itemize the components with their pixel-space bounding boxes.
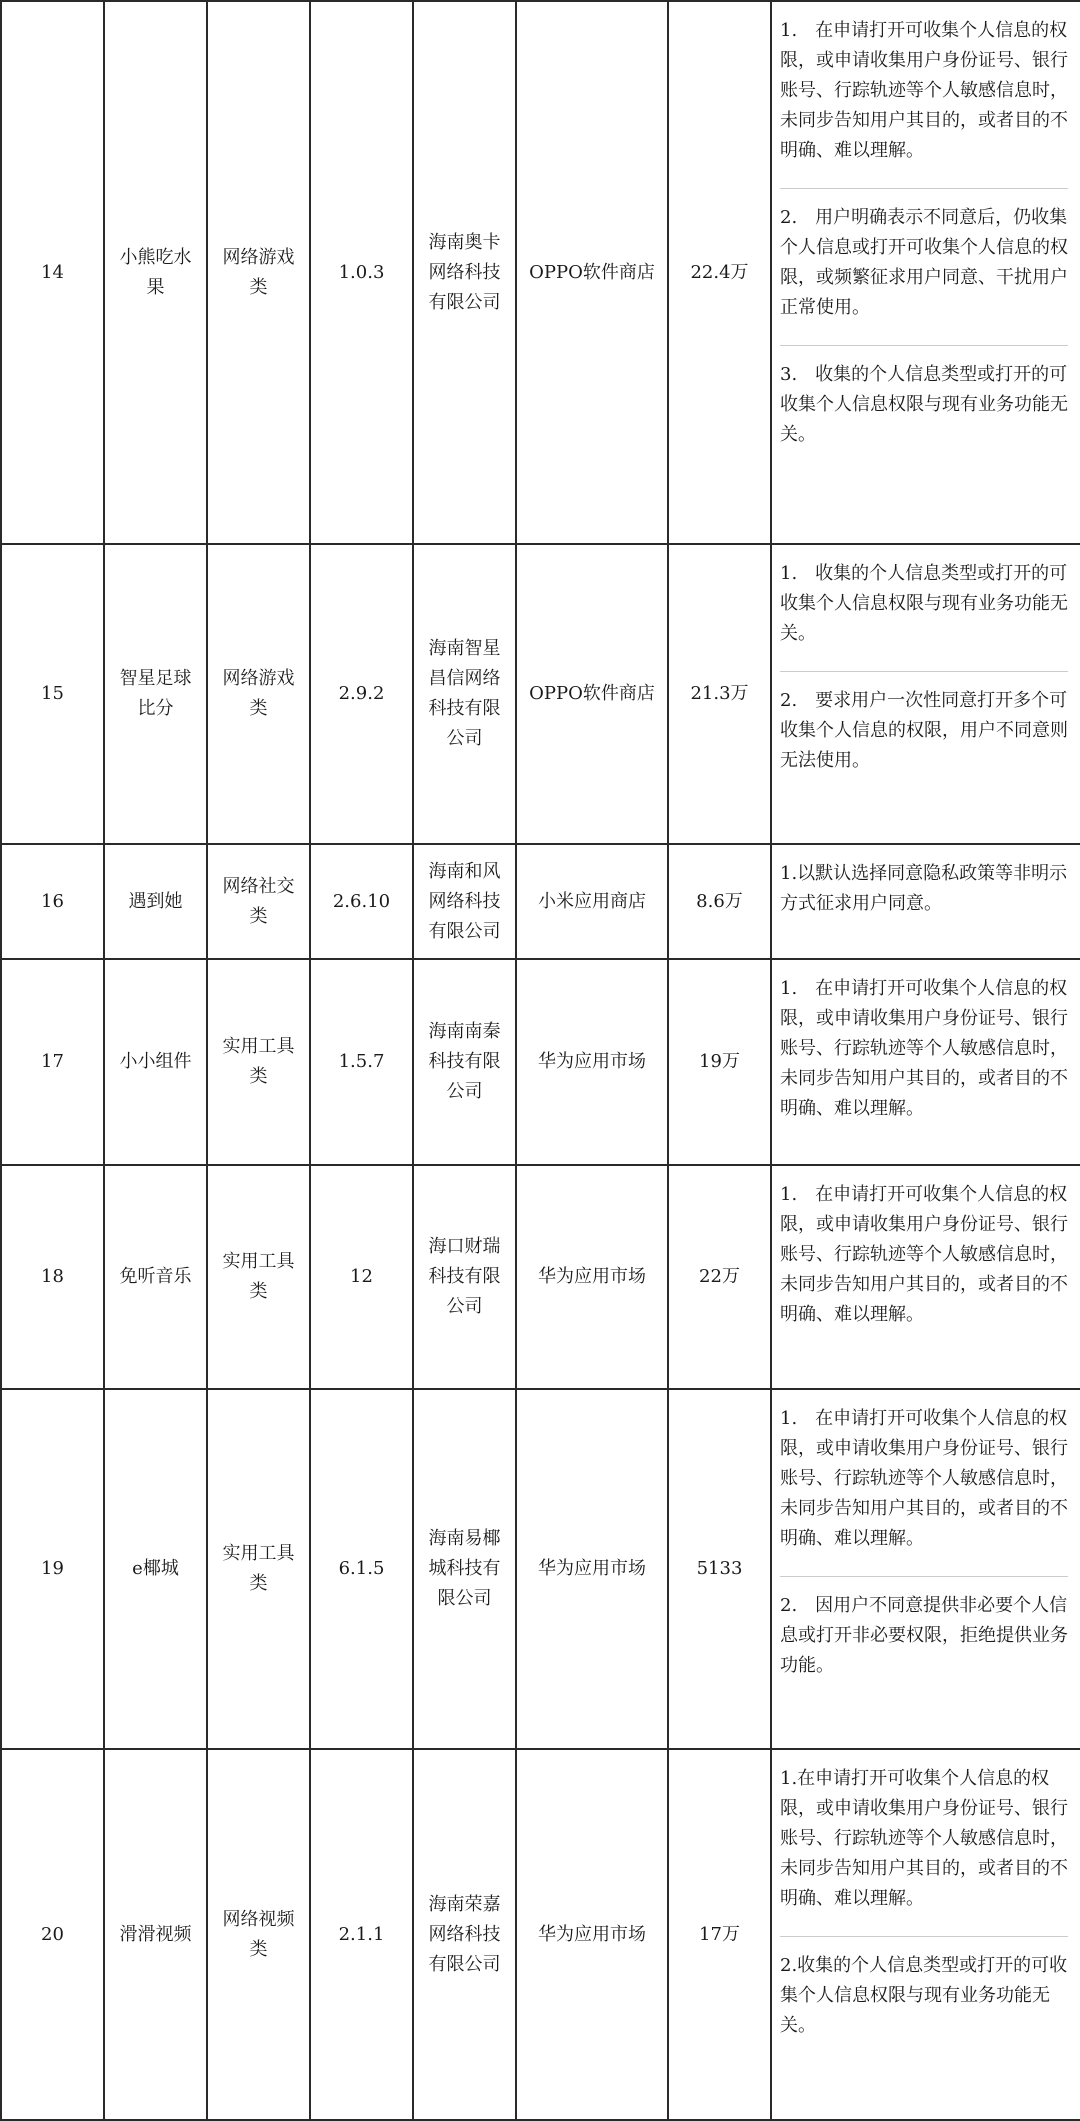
table-row <box>1 844 1080 959</box>
developer-company: 海南南秦科技有限公司 <box>428 1021 501 1102</box>
row-number-cell <box>1 1389 104 1749</box>
table-row <box>1 1165 1080 1389</box>
row-number-cell <box>1 1165 104 1389</box>
app-name: 遇到她 <box>128 890 183 912</box>
app-store-cell <box>516 1749 668 2120</box>
app-name-cell <box>104 844 207 959</box>
app-category-cell <box>207 1749 310 2120</box>
issue-item: 2. 因用户不同意提供非必要个人信息或打开非必要权限，拒绝提供业务功能。 <box>780 1595 1068 1676</box>
app-category: 实用工具类 <box>222 1251 295 1302</box>
app-store-cell <box>516 959 668 1165</box>
app-name-cell <box>104 544 207 844</box>
row-number: 20 <box>41 1923 64 1945</box>
row-number-cell <box>1 1 104 544</box>
developer-company: 海南奥卡网络科技有限公司 <box>428 231 501 313</box>
issues-cell <box>771 959 1080 1165</box>
app-category-cell <box>207 1165 310 1389</box>
app-category: 网络游戏类 <box>222 246 295 298</box>
app-store-cell <box>516 1 668 544</box>
developer-company-cell <box>413 959 516 1165</box>
developer-company: 海南和风网络科技有限公司 <box>428 860 501 942</box>
row-number-cell <box>1 1749 104 2120</box>
download-count-cell <box>668 1389 771 1749</box>
issue-item: 2.收集的个人信息类型或打开的可收集个人信息权限与现有业务功能无关。 <box>780 1955 1068 2036</box>
download-count-cell <box>668 959 771 1165</box>
app-store-cell <box>516 1165 668 1389</box>
app-store-cell <box>516 1389 668 1749</box>
row-number: 18 <box>41 1266 64 1287</box>
app-name-cell <box>104 1 207 544</box>
issues-cell <box>771 1389 1080 1749</box>
issue-item: 1. 在申请打开可收集个人信息的权限，或申请收集用户身份证号、银行账号、行踪轨迹等个人敏感信息时，未同步告知用户其目的，或者目的不明确、难以理解。 <box>780 1184 1068 1325</box>
app-store: OPPO软件商店 <box>529 261 655 283</box>
app-category: 实用工具类 <box>222 1036 295 1087</box>
download-count: 21.3万 <box>690 683 749 704</box>
developer-company: 海南易椰城科技有限公司 <box>428 1528 501 1609</box>
app-store: 华为应用市场 <box>538 1266 646 1287</box>
download-count-cell <box>668 1165 771 1389</box>
app-version: 2.1.1 <box>338 1923 385 1945</box>
row-number: 17 <box>41 1051 64 1072</box>
app-version-cell <box>310 844 413 959</box>
app-name-cell <box>104 1389 207 1749</box>
app-version: 1.0.3 <box>338 261 385 283</box>
app-name: 滑滑视频 <box>119 1923 192 1945</box>
download-count-cell <box>668 544 771 844</box>
app-category: 网络视频类 <box>222 1908 295 1960</box>
app-version-cell <box>310 1389 413 1749</box>
app-version: 12 <box>350 1266 373 1287</box>
developer-company: 海南智星昌信网络科技有限公司 <box>428 638 501 749</box>
row-number: 15 <box>41 683 64 704</box>
app-version: 2.9.2 <box>338 683 385 704</box>
app-store-cell <box>516 544 668 844</box>
app-name: 智星足球比分 <box>119 668 192 719</box>
app-category-cell <box>207 1389 310 1749</box>
app-category-cell <box>207 544 310 844</box>
developer-company-cell <box>413 1 516 544</box>
issue-item: 1.在申请打开可收集个人信息的权限，或申请收集用户身份证号、银行账号、行踪轨迹等个人敏感信息时，未同步告知用户其目的，或者目的不明确、难以理解。 <box>780 1750 1068 1937</box>
row-number-cell <box>1 959 104 1165</box>
issues-cell <box>771 1749 1080 2120</box>
table-row <box>1 544 1080 844</box>
app-store: 华为应用市场 <box>538 1558 646 1579</box>
issue-item: 2. 要求用户一次性同意打开多个可收集个人信息的权限，用户不同意则无法使用。 <box>780 690 1068 771</box>
issue-item: 1.以默认选择同意隐私政策等非明示方式征求用户同意。 <box>780 863 1068 914</box>
download-count: 5133 <box>696 1558 743 1579</box>
download-count-cell <box>668 844 771 959</box>
issue-item: 1. 收集的个人信息类型或打开的可收集个人信息权限与现有业务功能无关。 <box>780 545 1068 672</box>
issue-item: 1. 在申请打开可收集个人信息的权限，或申请收集用户身份证号、银行账号、行踪轨迹等个人敏感信息时，未同步告知用户其目的，或者目的不明确、难以理解。 <box>780 978 1068 1119</box>
app-store: 华为应用市场 <box>538 1051 646 1072</box>
app-store: 华为应用市场 <box>538 1923 646 1945</box>
developer-company-cell <box>413 844 516 959</box>
app-name: 小小组件 <box>119 1051 192 1072</box>
issue-item: 3. 收集的个人信息类型或打开的可收集个人信息权限与现有业务功能无关。 <box>780 364 1068 445</box>
issues-cell <box>771 1165 1080 1389</box>
app-store: OPPO软件商店 <box>529 683 655 704</box>
app-name-cell <box>104 1749 207 2120</box>
app-category: 网络游戏类 <box>222 668 295 719</box>
app-version-cell <box>310 544 413 844</box>
row-number-cell <box>1 544 104 844</box>
developer-company-cell <box>413 1165 516 1389</box>
app-category: 实用工具类 <box>222 1543 295 1594</box>
row-number-cell <box>1 844 104 959</box>
app-name: 小熊吃水果 <box>119 246 192 298</box>
app-category: 网络社交类 <box>222 875 295 927</box>
table-row <box>1 959 1080 1165</box>
table-row <box>1 1389 1080 1749</box>
app-category-cell <box>207 1 310 544</box>
issue-item: 2. 用户明确表示不同意后，仍收集个人信息或打开可收集个人信息的权限，或频繁征求用户同意、干扰用户正常使用。 <box>780 189 1068 346</box>
app-version-cell <box>310 1 413 544</box>
issue-item: 1. 在申请打开可收集个人信息的权限，或申请收集用户身份证号、银行账号、行踪轨迹等个人敏感信息时，未同步告知用户其目的，或者目的不明确、难以理解。 <box>780 1390 1068 1577</box>
app-store: 小米应用商店 <box>538 890 646 912</box>
developer-company: 海南荣嘉网络科技有限公司 <box>428 1893 501 1975</box>
app-category-cell <box>207 959 310 1165</box>
table-row <box>1 1749 1080 2120</box>
developer-company-cell <box>413 544 516 844</box>
download-count: 19万 <box>699 1051 740 1072</box>
app-name: 免听音乐 <box>119 1266 192 1287</box>
issues-cell <box>771 1 1080 544</box>
row-number: 19 <box>41 1558 64 1579</box>
developer-company: 海口财瑞科技有限公司 <box>428 1236 501 1317</box>
app-name: e椰城 <box>132 1558 179 1579</box>
app-name-cell <box>104 1165 207 1389</box>
app-category-cell <box>207 844 310 959</box>
developer-company-cell <box>413 1389 516 1749</box>
app-version-cell <box>310 959 413 1165</box>
issues-cell <box>771 844 1080 959</box>
row-number: 14 <box>41 261 64 283</box>
download-count: 8.6万 <box>696 890 743 912</box>
table-body <box>1 1 1080 2120</box>
download-count: 22万 <box>699 1266 740 1287</box>
app-version-cell <box>310 1749 413 2120</box>
issue-item: 1. 在申请打开可收集个人信息的权限，或申请收集用户身份证号、银行账号、行踪轨迹等个人敏感信息时，未同步告知用户其目的，或者目的不明确、难以理解。 <box>780 2 1068 189</box>
download-count: 22.4万 <box>690 261 749 283</box>
app-version: 2.6.10 <box>332 890 391 912</box>
issues-cell <box>771 544 1080 844</box>
row-number: 16 <box>41 890 64 912</box>
download-count-cell <box>668 1 771 544</box>
app-version-cell <box>310 1165 413 1389</box>
download-count: 17万 <box>699 1923 740 1945</box>
app-version: 1.5.7 <box>338 1051 385 1072</box>
developer-company-cell <box>413 1749 516 2120</box>
download-count-cell <box>668 1749 771 2120</box>
app-name-cell <box>104 959 207 1165</box>
app-store-cell <box>516 844 668 959</box>
table-row <box>1 1 1080 544</box>
app-version: 6.1.5 <box>338 1558 385 1579</box>
